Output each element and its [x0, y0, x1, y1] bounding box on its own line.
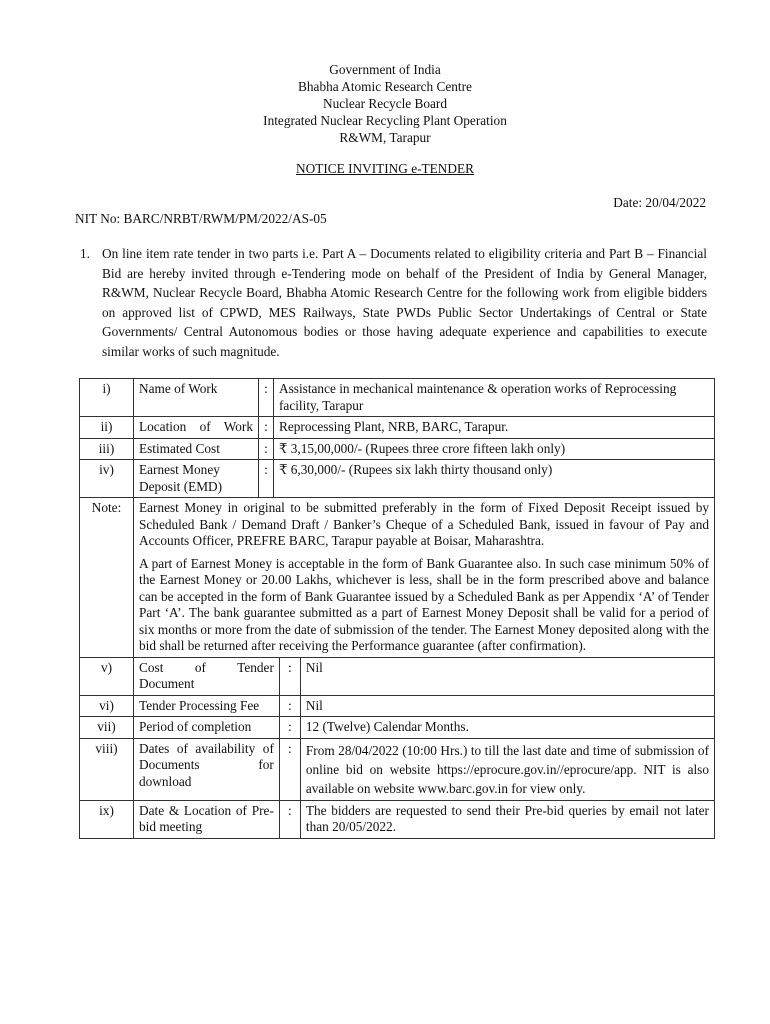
table-row-location: [80, 417, 715, 439]
table-row-processing-fee: [80, 695, 715, 717]
row-label: Period of completion: [134, 717, 280, 739]
table-row-tender-cost: [80, 657, 715, 695]
note-label: Note:: [80, 498, 134, 658]
table-row-name-of-work: [80, 379, 715, 417]
row-value: Nil: [300, 695, 714, 717]
row-value: ₹ 3,15,00,000/- (Rupees three crore fifteen lakh only): [274, 438, 715, 460]
header-line-rwm: R&WM, Tarapur: [339, 130, 431, 145]
row-value: Reprocessing Plant, NRB, BARC, Tarapur.: [274, 417, 715, 439]
row-value: 12 (Twelve) Calendar Months.: [300, 717, 714, 739]
row-colon: :: [279, 738, 300, 800]
row-label: Dates of availability of Documents for download: [134, 738, 280, 800]
paragraph-text: On line item rate tender in two parts i.e. Part A – Documents related to eligibility criteria and Part B – Financial Bid are hereby invited through e-Tendering mode on behalf of the President of India by General Manager, R&WM, Nuclear Recycle Board, Bhabha Atomic Research Centre for the following work from eligible bidders on approved list of CPWD, MES Railways, State PWDs Public Sector Undertakings of Central or State Governments/ Central Autonomous bodies or those having adequate experience and capabilities to execute similar works of such magnitude.: [102, 246, 707, 359]
row-index: iii): [80, 438, 134, 460]
row-value: The bidders are requested to send their Pre-bid queries by email not later than 20/05/2022.: [300, 800, 714, 838]
row-label: Location of Work: [134, 417, 259, 439]
row-colon: :: [259, 438, 274, 460]
tender-details-table: [79, 378, 715, 839]
row-value: Assistance in mechanical maintenance & operation works of Reprocessing facility, Tarapur: [274, 379, 715, 417]
row-label: Date & Location of Pre-bid meeting: [134, 800, 280, 838]
row-value: From 28/04/2022 (10:00 Hrs.) to till the last date and time of submission of online bid on website https://eprocure.gov.in//eprocure/app. NIT is also available on website www.barc.gov.in for view only.: [300, 738, 714, 800]
paragraph-1: [80, 244, 707, 361]
row-value: Nil: [300, 657, 714, 695]
row-index: ii): [80, 417, 134, 439]
table-row-note: [80, 498, 715, 658]
header-line-nrb: Nuclear Recycle Board: [322, 96, 448, 111]
header-line-inrpo: Integrated Nuclear Recycling Plant Operation: [263, 113, 507, 128]
row-colon: :: [279, 717, 300, 739]
header-line-barc: Bhabha Atomic Research Centre: [298, 79, 472, 94]
note-paragraph-2: A part of Earnest Money is acceptable in the form of Bank Guarantee also. In such case minimum 50% of the Earnest Money or 20.00 Lakhs, whichever is less, shall be in the form prescribed above and balance can be accepted in the form of Bank Guarantee issued by a Scheduled Bank as per Appendix ‘A’ of Tender Part ‘A’. The bank guarantee submitted as a part of Earnest Money Deposit shall be valid for a period of six months or more from the date of submission of the tender. The Earnest Money deposited along with the bid shall be returned after receiving the Performance guarantee (after confirmation).: [139, 555, 709, 653]
note-content: [134, 498, 715, 658]
row-index: v): [80, 657, 134, 695]
table-row-prebid-meeting: [80, 800, 715, 838]
row-colon: :: [259, 460, 274, 498]
row-label: Name of Work: [134, 379, 259, 417]
row-index: ix): [80, 800, 134, 838]
row-index: i): [80, 379, 134, 417]
row-label: Estimated Cost: [134, 438, 259, 460]
row-colon: :: [279, 695, 300, 717]
row-index: iv): [80, 460, 134, 498]
table-row-document-availability: [80, 738, 715, 800]
row-colon: :: [259, 379, 274, 417]
row-index: viii): [80, 738, 134, 800]
header-line-government: Government of India: [329, 62, 441, 77]
notice-title: NOTICE INVITING e-TENDER: [296, 161, 474, 176]
note-paragraph-1: Earnest Money in original to be submitted preferably in the form of Fixed Deposit Receipt issued by Scheduled Bank / Demand Draft / Banker’s Cheque of a Scheduled Bank, issued in favour of Pay and Accounts Officer, PREFRE BARC, Tarapur payable at Boisar, Maharashtra.: [139, 500, 709, 548]
paragraph-number: 1.: [80, 246, 90, 261]
row-index: vii): [80, 717, 134, 739]
notice-date: Date: 20/04/2022: [613, 195, 706, 210]
table-row-completion-period: [80, 717, 715, 739]
nit-number: NIT No: BARC/NRBT/RWM/PM/2022/AS-05: [75, 211, 327, 226]
document-header: [0, 61, 770, 146]
row-colon: :: [259, 417, 274, 439]
table-row-emd: [80, 460, 715, 498]
row-colon: :: [279, 657, 300, 695]
row-value: ₹ 6,30,000/- (Rupees six lakh thirty thousand only): [274, 460, 715, 498]
row-label: Earnest Money Deposit (EMD): [134, 460, 259, 498]
row-index: vi): [80, 695, 134, 717]
row-colon: :: [279, 800, 300, 838]
row-label: Tender Processing Fee: [134, 695, 280, 717]
row-label: Cost of Tender Document: [134, 657, 280, 695]
table-row-estimated-cost: [80, 438, 715, 460]
